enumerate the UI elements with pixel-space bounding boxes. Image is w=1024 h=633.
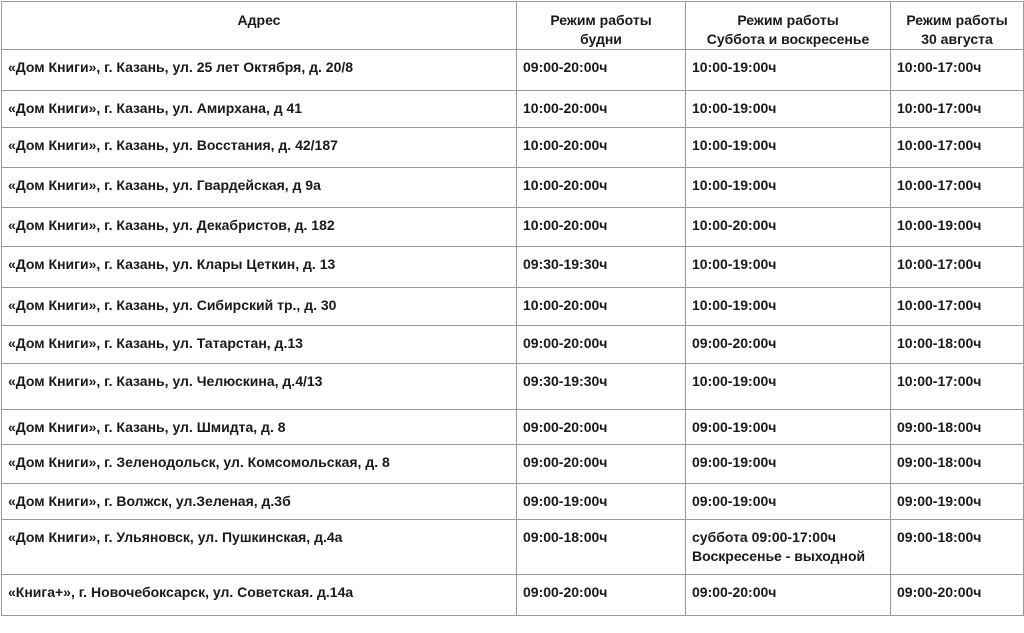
store-address-cell: «Дом Книги», г. Зеленодольск, ул. Комсомольская, д. 8 [2,445,517,484]
table-row [2,484,1024,520]
store-address-cell: «Дом Книги», г. Казань, ул. Восстания, д. 42/187 [2,128,517,168]
header-weekend-line-2: Суббота и воскресенье [706,31,870,47]
weekday-hours-cell: 09:30-19:30ч [517,364,686,410]
weekend-hours-cell [686,247,891,288]
weekend-hours-line: Воскресенье - выходной [692,548,866,564]
weekend-hours-cell [686,364,891,410]
table-row [2,128,1024,168]
august30-hours-cell: 09:00-18:00ч [891,410,1024,445]
weekday-hours-cell: 09:00-20:00ч [517,575,686,616]
store-address-cell: «Дом Книги», г. Казань, ул. Декабристов, д. 182 [2,208,517,247]
weekend-hours-line: 09:00-20:00ч [692,584,777,600]
store-address-cell: «Дом Книги», г. Казань, ул. Челюскина, д.4/13 [2,364,517,410]
weekend-hours-cell [686,128,891,168]
weekend-hours-line: 10:00-19:00ч [692,59,777,75]
weekend-hours-line: 09:00-20:00ч [692,335,777,351]
weekend-hours-line: 10:00-19:00ч [692,297,777,313]
weekend-hours-cell [686,445,891,484]
weekday-hours-cell: 09:30-19:30ч [517,247,686,288]
august30-hours-cell: 10:00-18:00ч [891,326,1024,364]
store-address-cell: «Дом Книги», г. Ульяновск, ул. Пушкинская, д.4а [2,520,517,575]
store-address-cell: «Дом Книги», г. Казань, ул. Клары Цеткин, д. 13 [2,247,517,288]
weekend-hours-line: суббота 09:00-17:00ч [692,529,837,545]
weekend-hours-cell [686,91,891,128]
weekend-hours-line: 10:00-19:00ч [692,137,777,153]
store-address-cell: «Дом Книги», г. Волжск, ул.Зеленая, д.3б [2,484,517,520]
august30-hours-cell: 09:00-18:00ч [891,445,1024,484]
header-weekdays-line-2: будни [580,31,622,47]
table-row [2,168,1024,208]
table-row [2,288,1024,326]
august30-hours-cell: 09:00-19:00ч [891,484,1024,520]
weekend-hours-line: 09:00-19:00ч [692,454,777,470]
store-hours-table [1,1,1024,616]
weekend-hours-cell [686,50,891,91]
august30-hours-cell: 10:00-17:00ч [891,91,1024,128]
header-weekdays-line-1: Режим работы [550,12,652,28]
header-weekend-line-1: Режим работы [737,12,839,28]
august30-hours-cell: 10:00-17:00ч [891,128,1024,168]
weekend-hours-cell [686,484,891,520]
weekend-hours-line: 10:00-19:00ч [692,177,777,193]
table-row [2,247,1024,288]
table-row [2,364,1024,410]
table-row [2,575,1024,616]
august30-hours-cell: 10:00-17:00ч [891,364,1024,410]
august30-hours-cell: 10:00-19:00ч [891,208,1024,247]
table-body [2,50,1024,616]
header-august30-line-2: 30 августа [921,31,993,47]
august30-hours-cell: 09:00-20:00ч [891,575,1024,616]
header-weekend [686,2,891,50]
table-row [2,410,1024,445]
weekday-hours-cell: 09:00-20:00ч [517,326,686,364]
august30-hours-cell: 09:00-18:00ч [891,520,1024,575]
weekend-hours-line: 09:00-19:00ч [692,419,777,435]
august30-hours-cell: 10:00-17:00ч [891,50,1024,91]
table-row [2,520,1024,575]
weekday-hours-cell: 10:00-20:00ч [517,288,686,326]
store-address-cell: «Дом Книги», г. Казань, ул. Шмидта, д. 8 [2,410,517,445]
store-address-cell: «Книга+», г. Новочебоксарск, ул. Советская. д.14а [2,575,517,616]
weekend-hours-cell [686,410,891,445]
store-address-cell: «Дом Книги», г. Казань, ул. Татарстан, д.13 [2,326,517,364]
august30-hours-cell: 10:00-17:00ч [891,288,1024,326]
store-address-cell: «Дом Книги», г. Казань, ул. Гвардейская, д 9а [2,168,517,208]
weekday-hours-cell: 10:00-20:00ч [517,208,686,247]
header-weekdays [517,2,686,50]
store-address-cell: «Дом Книги», г. Казань, ул. Сибирский тр., д. 30 [2,288,517,326]
header-address-line: Адрес [237,12,281,28]
table-row [2,445,1024,484]
header-august30-line-1: Режим работы [906,12,1008,28]
store-address-cell: «Дом Книги», г. Казань, ул. 25 лет Октября, д. 20/8 [2,50,517,91]
weekend-hours-cell [686,168,891,208]
table-row [2,326,1024,364]
header-address [2,2,517,50]
august30-hours-cell: 10:00-17:00ч [891,168,1024,208]
table-row [2,50,1024,91]
weekend-hours-line: 10:00-19:00ч [692,100,777,116]
weekend-hours-cell [686,288,891,326]
weekday-hours-cell: 10:00-20:00ч [517,128,686,168]
weekend-hours-cell [686,520,891,575]
weekend-hours-cell [686,208,891,247]
weekday-hours-cell: 10:00-20:00ч [517,168,686,208]
table-row [2,91,1024,128]
weekday-hours-cell: 09:00-20:00ч [517,445,686,484]
august30-hours-cell: 10:00-17:00ч [891,247,1024,288]
weekday-hours-cell: 09:00-20:00ч [517,50,686,91]
weekday-hours-cell: 09:00-18:00ч [517,520,686,575]
header-august30 [891,2,1024,50]
weekend-hours-line: 10:00-19:00ч [692,256,777,272]
store-address-cell: «Дом Книги», г. Казань, ул. Амирхана, д 41 [2,91,517,128]
weekend-hours-line: 10:00-20:00ч [692,217,777,233]
weekend-hours-line: 10:00-19:00ч [692,373,777,389]
table-row [2,208,1024,247]
weekend-hours-line: 09:00-19:00ч [692,493,777,509]
weekend-hours-cell [686,575,891,616]
table-header-row [2,2,1024,50]
weekday-hours-cell: 09:00-19:00ч [517,484,686,520]
weekend-hours-cell [686,326,891,364]
weekday-hours-cell: 10:00-20:00ч [517,91,686,128]
weekday-hours-cell: 09:00-20:00ч [517,410,686,445]
